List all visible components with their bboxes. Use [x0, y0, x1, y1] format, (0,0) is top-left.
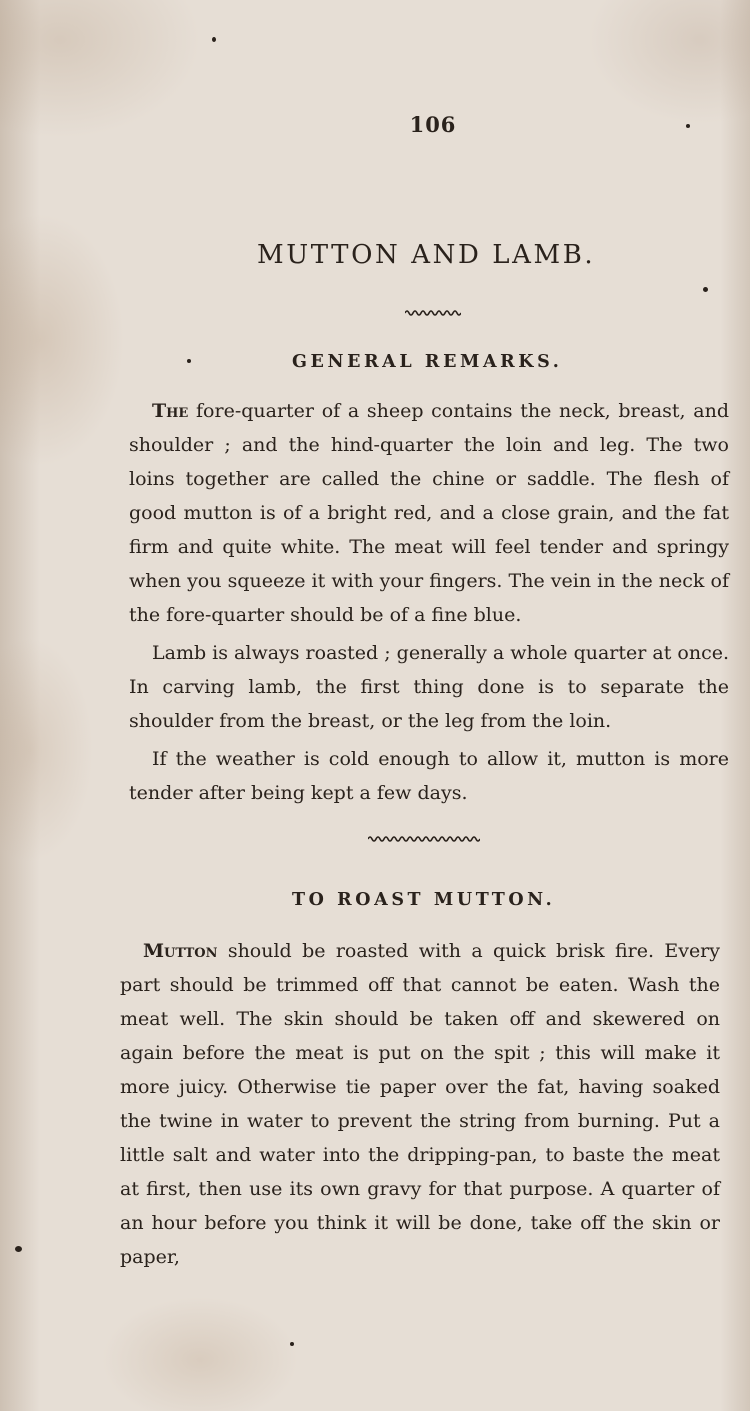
to-roast-mutton-body: [120, 934, 720, 1274]
paragraph: [129, 394, 729, 632]
paragraph-text: fore-quarter of a sheep contains the neck, breast, and shoulder ; and the hind-quarter the loin and leg. The two loins together are called the chine or saddle. The flesh of good mutton is of a bright red, and a close grain, and the fat firm and quite white. The meat will feel tender and springy when you squeeze it with your fingers. The vein in the neck of the fore-quarter should be of a fine blue.: [129, 400, 729, 626]
general-remarks-body: [129, 394, 729, 810]
ink-speck: [187, 359, 191, 363]
drop-lead: Mutton: [143, 940, 218, 962]
section-heading-to-roast-mutton: TO ROAST MUTTON.: [292, 890, 556, 910]
wave-ornament-divider: [368, 835, 480, 843]
paragraph-text: Lamb is always roasted ; generally a whole quarter at once. In carving lamb, the first thing done is to separate the shoulder from the breast, or the leg from the loin.: [129, 642, 729, 732]
page-number: 106: [409, 112, 457, 137]
ink-speck: [686, 124, 690, 128]
ink-speck: [703, 287, 708, 292]
paragraph: [129, 636, 729, 738]
drop-lead: The: [152, 400, 189, 422]
paragraph: [129, 742, 729, 810]
paragraph: [120, 934, 720, 1274]
chapter-title: MUTTON AND LAMB.: [257, 240, 596, 270]
section-heading-general-remarks: GENERAL REMARKS.: [292, 352, 563, 372]
ink-speck: [212, 37, 216, 42]
wave-ornament-top: [405, 309, 461, 317]
ink-speck: [290, 1342, 294, 1346]
ink-speck: [15, 1246, 22, 1252]
paragraph-text: If the weather is cold enough to allow it, mutton is more tender after being kept a few days.: [129, 748, 729, 804]
paragraph-text: should be roasted with a quick brisk fire. Every part should be trimmed off that cannot be eaten. Wash the meat well. The skin should be taken off and skewered on again before the meat is put on the spit ; this will make it more juicy. Otherwise tie paper over the fat, having soaked the twine in water to prevent the string from burning. Put a little salt and water into the dripping-pan, to baste the meat at first, then use its own gravy for that purpose. A quarter of an hour before you think it will be done, take off the skin or paper,: [120, 940, 720, 1268]
